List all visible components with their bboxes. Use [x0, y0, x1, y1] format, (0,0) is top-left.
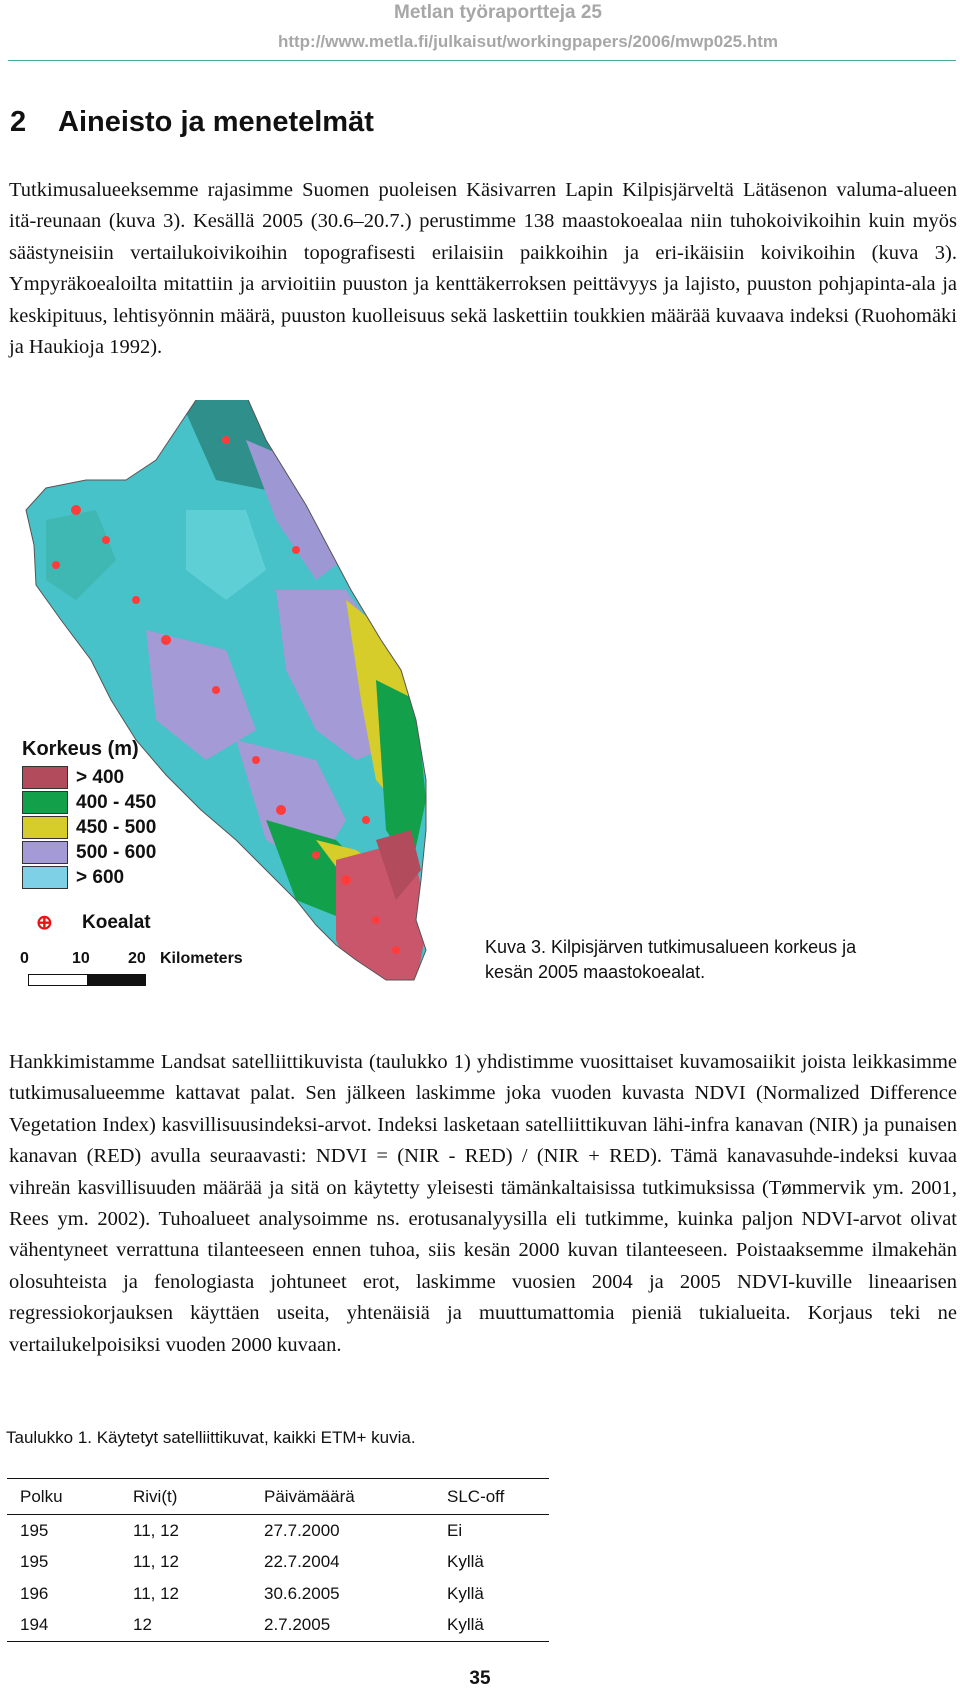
column-header: Rivi(t): [120, 1479, 251, 1515]
scale-tick-20: 20: [128, 950, 146, 967]
figure-caption: Kuva 3. Kilpisjärven tutkimusalueen korkeus ja kesän 2005 maastokoealat.: [485, 937, 857, 982]
column-header: Päivämäärä: [251, 1479, 434, 1515]
scale-bar-segment: [87, 975, 145, 985]
legend-title: Korkeus (m): [22, 738, 139, 760]
legend-label: > 400: [76, 766, 125, 788]
table-cell: 22.7.2004: [264, 1552, 340, 1572]
table-cell: Ei: [447, 1520, 463, 1540]
legend-swatch: [22, 841, 68, 864]
section-heading: [10, 106, 374, 139]
page-number: 35: [469, 1668, 491, 1689]
crosshair-icon: ⊕: [36, 912, 53, 934]
table-cell: 11, 12: [133, 1583, 180, 1603]
paragraph-1: Tutkimusalueeksemme rajasimme Suomen puoleisen Käsivarren Lapin Kilpisjärveltä Lätäsenon valuma-alueen itä-reunaan (kuva 3). Kesällä 2005 (30.6–20.7.) perustimme 138 maastokoealaa niin tuhokoivikoihin kuin myös säästyneisiin vertailukoivikoihin topografisesti erilaisiin paikkoihin ja eri-ikäisiin koivikoihin (kuva 3). Ympyräkoealoilta mitattiin ja arvioitiin puuston ja kenttäkerroksen peittävyys ja lajisto, puuston pohjapinta-ala ja keskipituus, lehtisyönnin määrä, puuston kuolleisuus sekä laskettiin toukkien määrää kuvaava indeksi (Ruohomäki ja Haukioja 1992).: [9, 179, 957, 359]
legend-label: 500 - 600: [76, 841, 157, 863]
column-header: SLC-off: [434, 1479, 549, 1515]
legend-label: 450 - 500: [76, 816, 157, 838]
table-cell: 30.6.2005: [264, 1583, 340, 1603]
table-cell: 195: [20, 1552, 49, 1572]
legend-swatch: [22, 766, 68, 789]
legend-label: 400 - 450: [76, 791, 157, 813]
legend-label: > 600: [76, 866, 125, 888]
table-row: [7, 1547, 549, 1579]
legend-item: [22, 840, 282, 865]
scale-bar-graphic: [28, 974, 146, 986]
table-caption: Taulukko 1. Käytetyt satelliittikuvat, kaikki ETM+ kuvia.: [6, 1428, 416, 1447]
koealat-label: Koealat: [82, 912, 151, 933]
table-cell: Kyllä: [447, 1583, 484, 1603]
table-cell: 11, 12: [133, 1552, 180, 1572]
scale-bar: [20, 950, 280, 990]
legend-swatch: [22, 866, 68, 889]
scale-tick-0: 0: [20, 950, 29, 967]
table-cell: 12: [120, 1610, 251, 1642]
legend-swatch: [22, 816, 68, 839]
table-row: [7, 1610, 549, 1642]
table-header-row: [7, 1479, 549, 1515]
paragraph-2: Hankkimistamme Landsat satelliittikuvista (taulukko 1) yhdistimme vuosittaiset kuvamosaiikit joista leikkasimme tutkimusalueemme kattavat palat. Sen jälkeen laskimme joka vuoden kuvasta NDVI (Normalized Difference Vegetation Index) kasvillisuusindeksi-arvot. Indeksi lasketaan satelliittikuvan lähi-infra kanavan (NIR) ja punaisen kanavan (RED) avulla seuraavasti: NDVI = (NIR - RED) / (NIR + RED). Tämä kanavasuhde-indeksi kuvaa vihreän kasvillisuuden määrää ja sitä on käytetty yleisesti tämänkaltaisissa tutkimuksissa (Tømmervik ym. 2001, Rees ym. 2002). Tuhoalueet analysoimme ns. erotusanalyysilla eli tutkimme, kuinka paljon NDVI-arvot olivat vähentyneet verrattuna tilanteeseen ennen tuhoa, siis kesän 2000 kuvan tilanteeseen. Poistaaksemme ilmakehän olosuhteista ja fenologiasta johtuneet erot, laskimme vuosien 2004 ja 2005 NDVI-kuville lineaarisen regressiokorjauksen käyttäen useita, yhtenäisiä ja muuttumattomia pieniä tukialueita. Korjaus teki ne vertailukelpoisiksi vuoden 2000 kuvaan.: [9, 1051, 957, 1356]
table-cell: 27.7.2000: [264, 1520, 340, 1540]
satellite-table: [7, 1478, 549, 1642]
section-title: Aineisto ja menetelmät: [58, 106, 374, 138]
table-cell: 195: [20, 1520, 49, 1540]
table-cell: 11, 12: [133, 1520, 180, 1540]
legend-item: [22, 790, 282, 815]
table-row: [7, 1578, 549, 1610]
scale-unit: Kilometers: [160, 950, 243, 967]
map-legend: [22, 738, 282, 890]
legend-item: [22, 865, 282, 890]
table-cell: 196: [20, 1583, 49, 1603]
legend-item: [22, 815, 282, 840]
table-cell: Kyllä: [434, 1610, 549, 1642]
table-cell: 194: [7, 1610, 120, 1642]
legend-swatch: [22, 791, 68, 814]
column-header: Polku: [7, 1479, 120, 1515]
table-row: [7, 1515, 549, 1547]
legend-item: [22, 765, 282, 790]
section-number: 2: [10, 106, 27, 138]
table-cell: Kyllä: [447, 1552, 484, 1572]
figure-map: [16, 400, 466, 985]
scale-tick-10: 10: [72, 950, 90, 967]
series-url[interactable]: http://www.metla.fi/julkaisut/workingpapers/2006/mwp025.htm: [277, 32, 778, 51]
series-title: Metlan työraportteja 25: [394, 2, 602, 23]
elevation-map: [16, 400, 466, 985]
table-cell: 2.7.2005: [251, 1610, 434, 1642]
header-rule: [8, 60, 956, 61]
